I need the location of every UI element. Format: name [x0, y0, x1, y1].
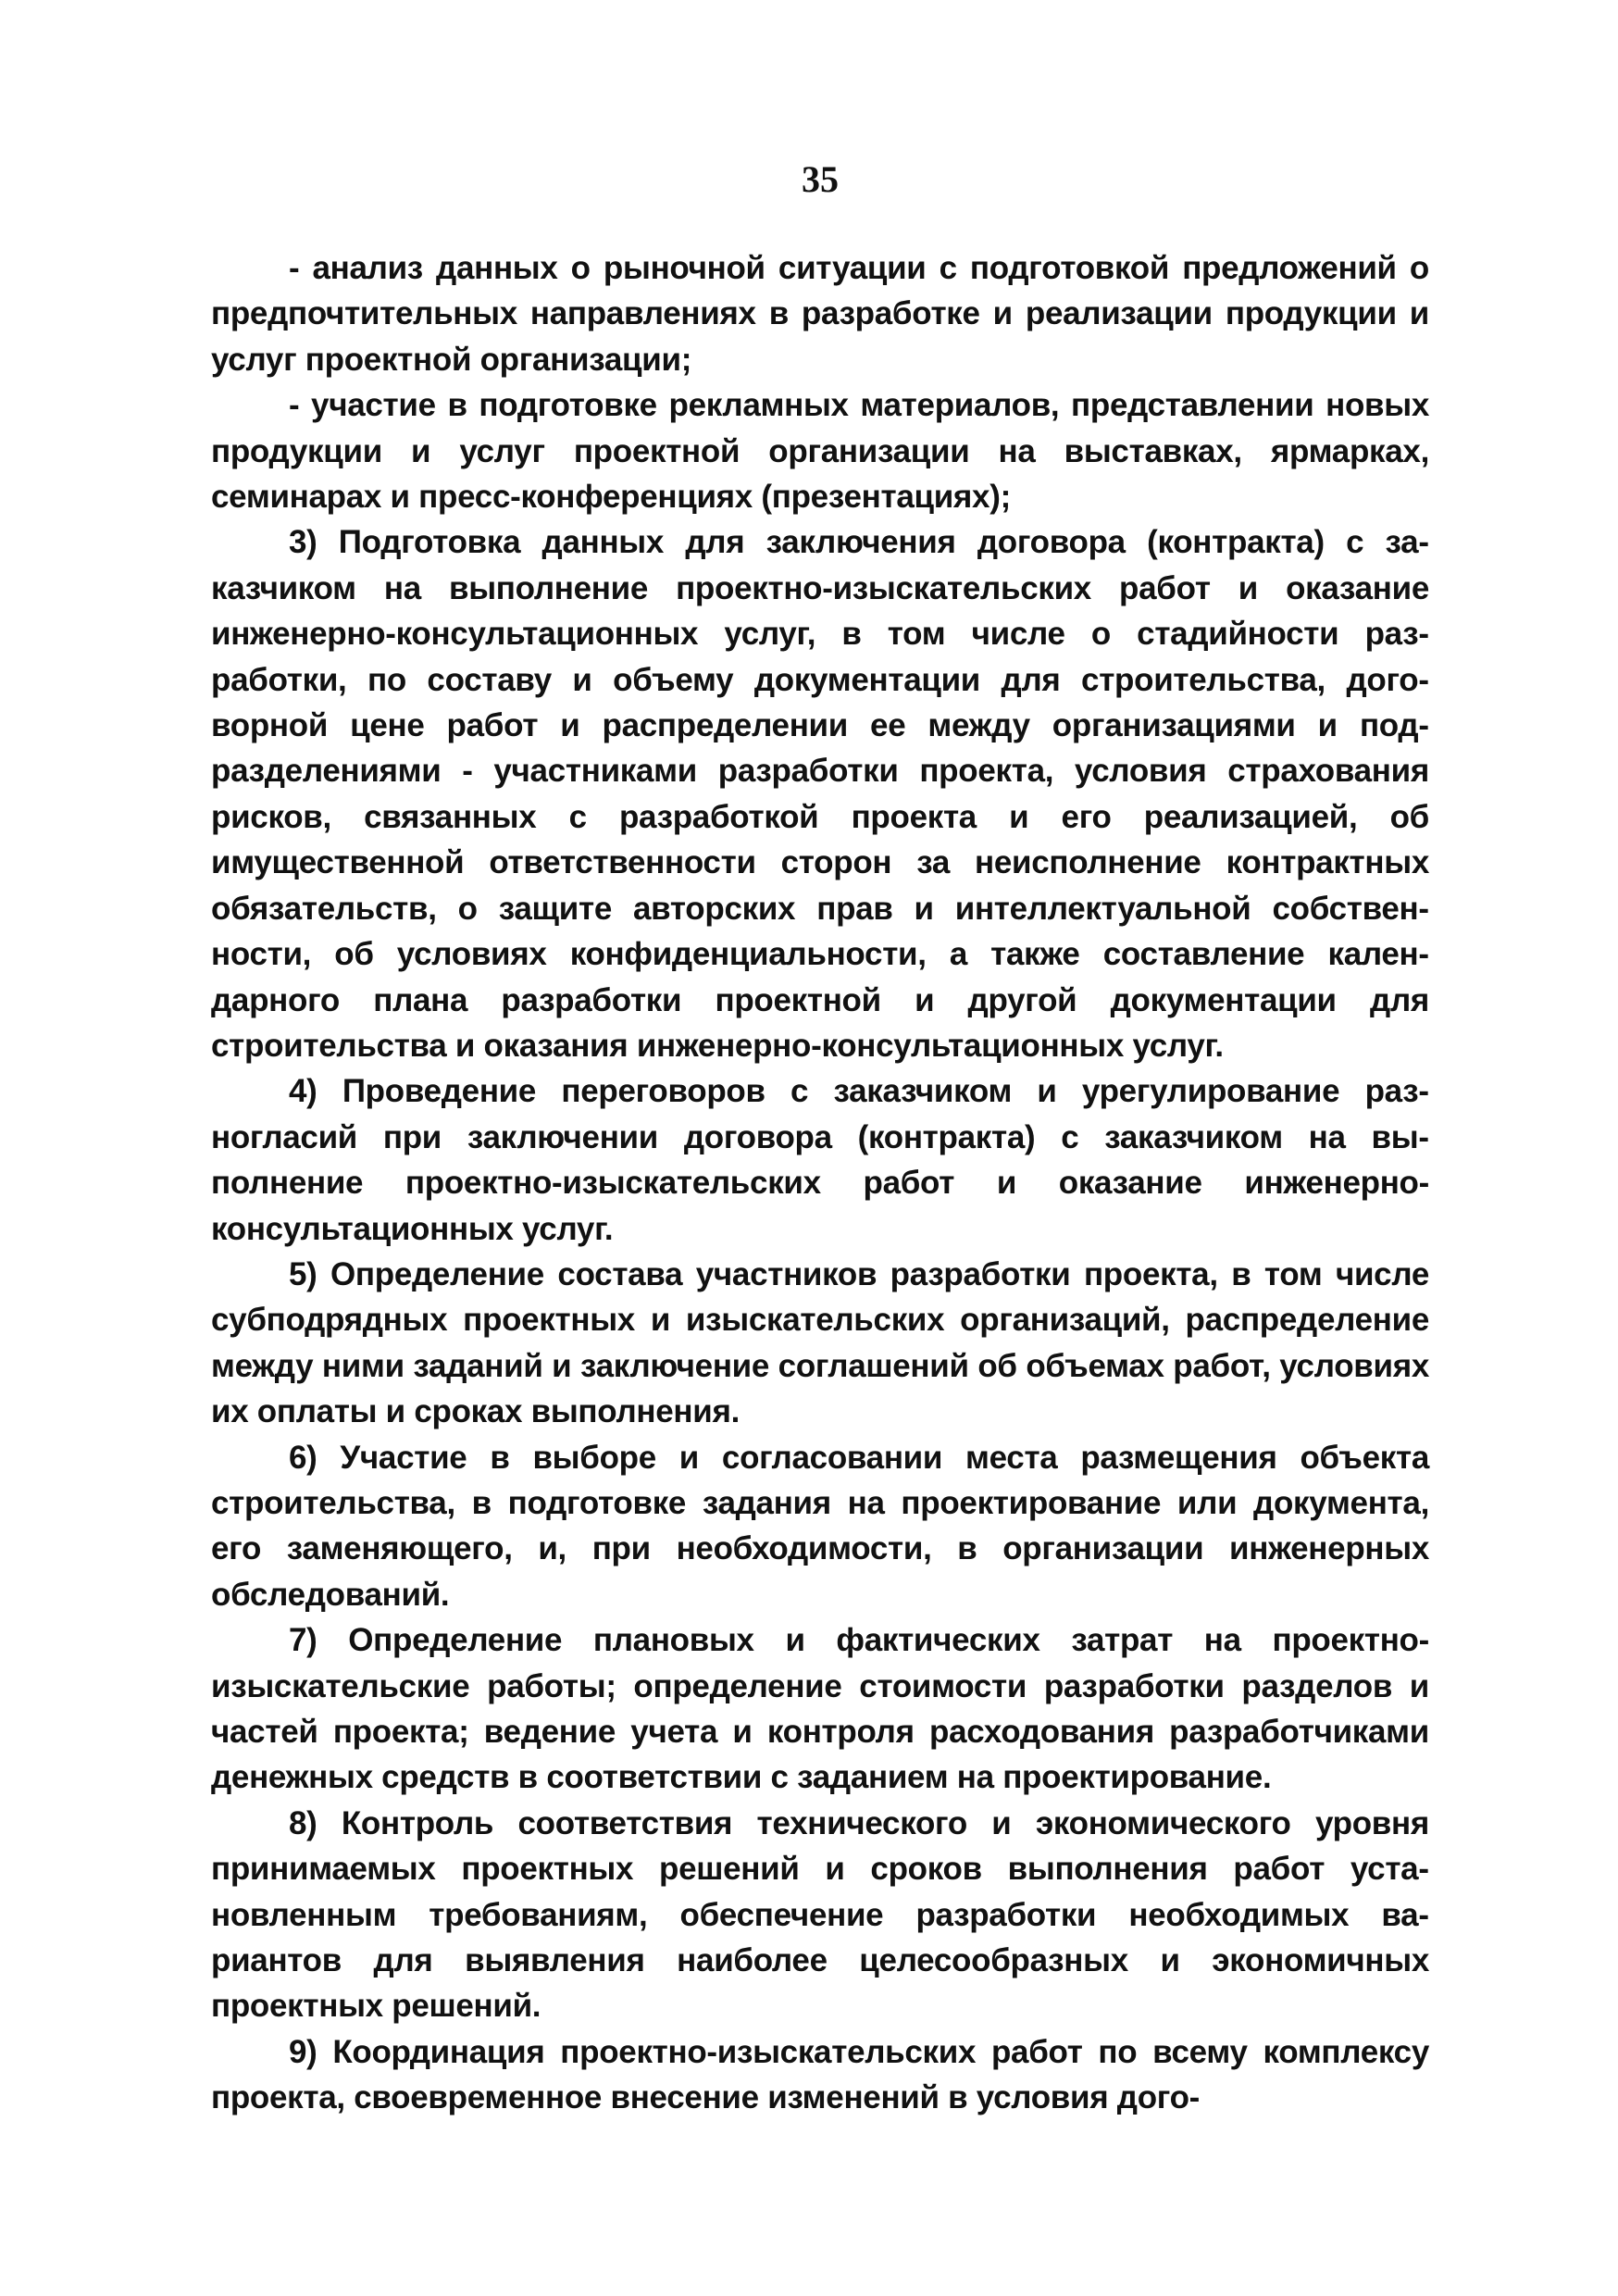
paragraph-item-4: 4) Проведение переговоров с заказчиком и урегулирование разногласий при заключении договора (контракта) с заказчиком на выполнение проектно-изыскательских работ и оказание инженерно-консультационных услуг. — [211, 1073, 1429, 1247]
paragraph-advertising: - участие в подготовке рекламных материалов, представлении новых продукции и услуг проектной организации на выставках, ярмарках, семинарах и пресс-конференциях (презентациях); — [211, 387, 1429, 516]
paragraph-item-5: 5) Определение состава участников разработки проекта, в том числе субподрядных проектных и изыскательских организаций, распределение между ними заданий и заключение соглашений об объемах работ, условиях их оплаты и сроках выполнения. — [211, 1255, 1429, 1430]
paragraph-item-8: 8) Контроль соответствия технического и экономического уровня принимаемых проектных решений и сроков выполнения работ установленным требованиям, обеспечение разработки необходимых вариантов для выявления наиболее целесообразных и экономичных проектных решений. — [211, 1804, 1429, 2025]
paragraph-market-analysis: - анализ данных о рыночной ситуации с подготовкой предложений о предпочтительных направлениях в разработке и реализации продукции и услуг проектной организации; — [211, 250, 1429, 378]
paragraph-item-3: 3) Подготовка данных для заключения договора (контракта) с заказчиком на выполнение проектно-изыскательских работ и оказание инженерно-консультационных услуг, в том числе о стадийности разработки, по составу и объему документации для строительства, договорной цене работ и распределении ее между организациями и подразделениями - участниками разработки проекта, условия страхования рисков, связанных с разработкой проекта и его реализацией, об имущественной ответственности сторон за неисполнение контрактных обязательств, о защите авторских прав и интеллектуальной собственности, об условиях конфиденциальности, а также составление календарного плана разработки проектной и другой документации для строительства и оказания инженерно-консультационных услуг. — [211, 524, 1429, 1064]
body-text — [211, 245, 1429, 2121]
paragraph-item-9: 9) Координация проектно-изыскательских работ по всему комплексу проекта, своевременное внесение изменений в условия дого- — [211, 2033, 1429, 2116]
page-number: 35 — [802, 158, 839, 200]
paragraph-item-7: 7) Определение плановых и фактических затрат на проектно-изыскательские работы; определение стоимости разработки разделов и частей проекта; ведение учета и контроля расходования разработчиками денежных средств в соответствии с заданием на проектирование. — [211, 1622, 1429, 1796]
paragraph-item-6: 6) Участие в выборе и согласовании места размещения объекта строительства, в подготовке задания на проектирование или документа, его заменяющего, и, при необходимости, в организации инженерных обследований. — [211, 1439, 1429, 1613]
